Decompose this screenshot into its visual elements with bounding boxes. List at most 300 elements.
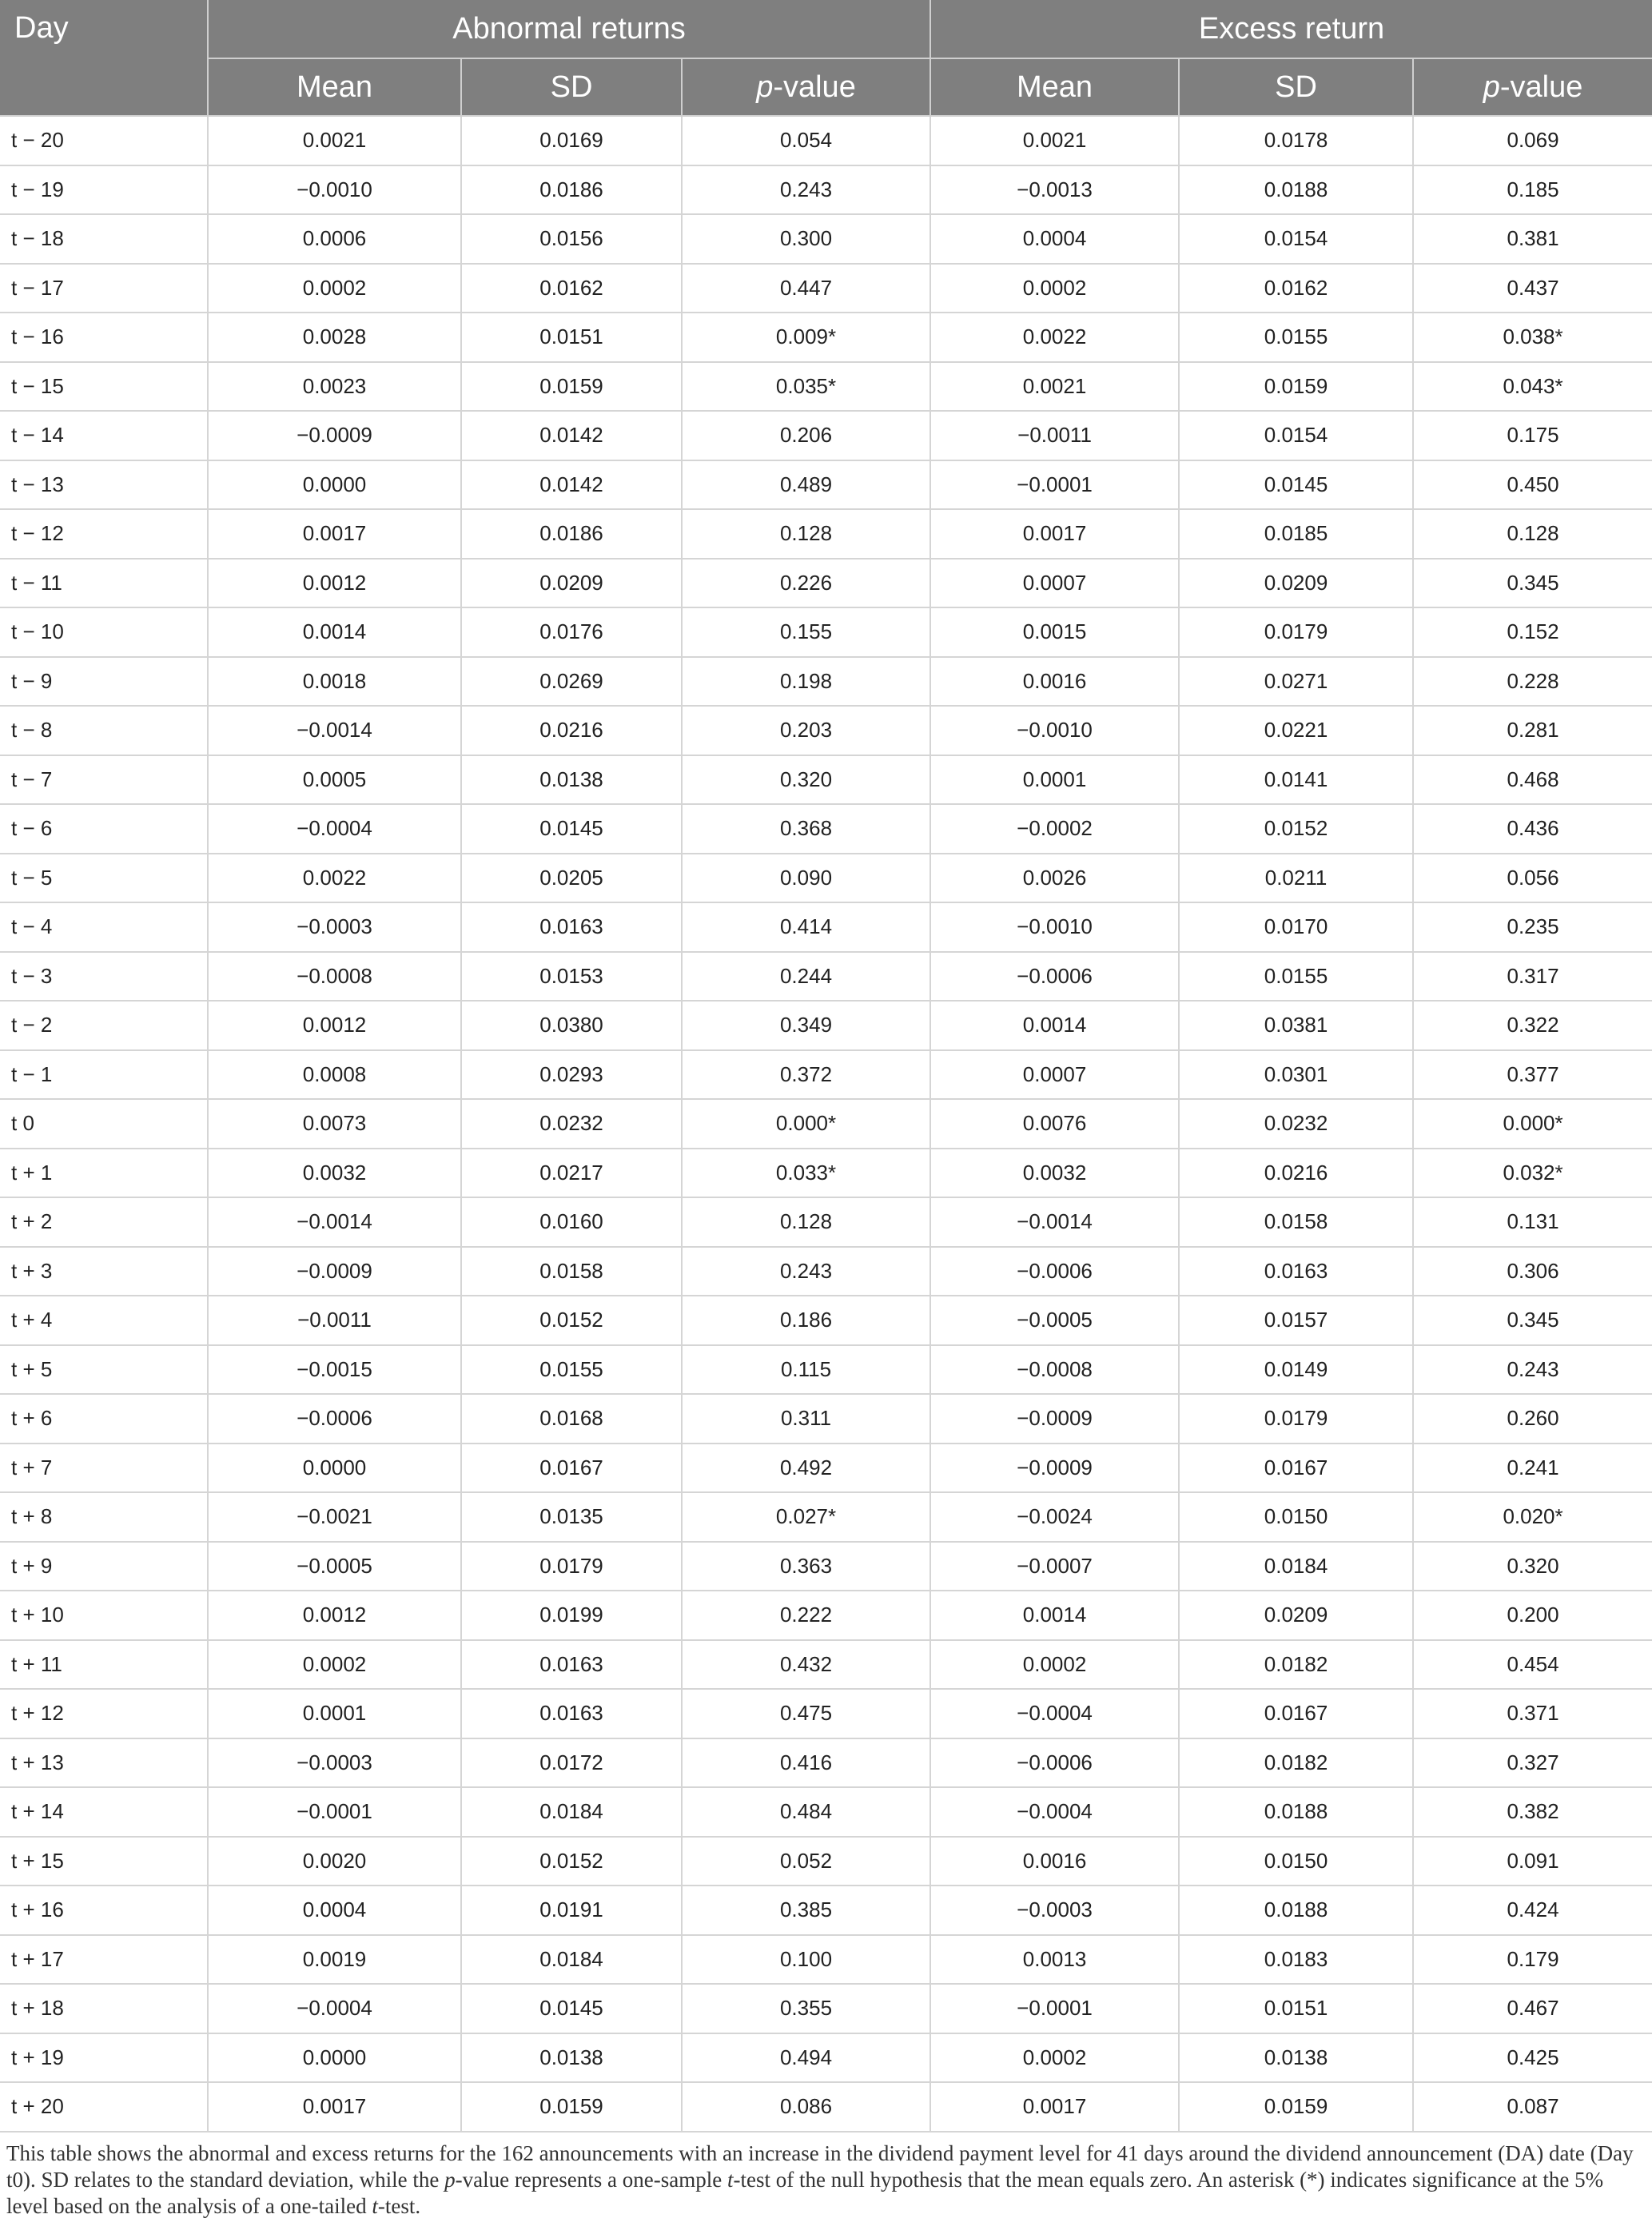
footnote-text-1: This table shows the abnormal and excess returns for the 162 announcements with an increase in the dividend payment level for 41 days around the dividend announcement (DA) date (Day t0). SD relates to the standard deviation, while the	[6, 2140, 1634, 2192]
footnote-text-3: -test of the null hypothesis that the mean equals zero. An asterisk (*) indicates significance at the 5% level based on the analysis of a one-tailed	[6, 2167, 1604, 2218]
excess-mean-cell: 0.0014	[930, 1591, 1179, 1640]
table-row	[0, 1787, 1652, 1837]
excess-sd-cell: 0.0211	[1179, 854, 1413, 903]
excess-mean-cell: −0.0001	[930, 1984, 1179, 2033]
excess-p-value-cell: 0.320	[1413, 1542, 1652, 1591]
excess-mean-cell: 0.0007	[930, 1050, 1179, 1100]
abnormal-sd-cell: 0.0152	[461, 1296, 682, 1345]
excess-p-value-cell: 0.345	[1413, 1296, 1652, 1345]
day-cell: t + 7	[0, 1444, 208, 1493]
abnormal-sd-cell: 0.0163	[461, 1640, 682, 1690]
abnormal-sd-cell: 0.0151	[461, 313, 682, 362]
table-row	[0, 411, 1652, 460]
p-suffix: -value	[773, 70, 856, 104]
abnormal-mean-cell: 0.0018	[208, 657, 461, 707]
table-row	[0, 1542, 1652, 1591]
abnormal-mean-cell: −0.0008	[208, 952, 461, 1002]
abnormal-p-value-cell: 0.372	[682, 1050, 930, 1100]
excess-mean-cell: −0.0006	[930, 1247, 1179, 1296]
abnormal-mean-cell: 0.0028	[208, 313, 461, 362]
excess-mean-cell: 0.0001	[930, 755, 1179, 805]
abnormal-p-value-cell: 0.115	[682, 1345, 930, 1395]
excess-mean-cell: 0.0002	[930, 264, 1179, 313]
table-row	[0, 1149, 1652, 1198]
excess-sd-cell: 0.0163	[1179, 1247, 1413, 1296]
footnote-t-italic: t	[726, 2167, 734, 2192]
abnormal-sd-cell: 0.0216	[461, 706, 682, 755]
abnormal-mean-cell: −0.0011	[208, 1296, 461, 1345]
table-row	[0, 1738, 1652, 1788]
day-cell: t + 14	[0, 1787, 208, 1837]
table-header	[0, 0, 1652, 116]
abnormal-mean-cell: −0.0015	[208, 1345, 461, 1395]
excess-sd-cell: 0.0179	[1179, 1394, 1413, 1444]
day-cell: t + 11	[0, 1640, 208, 1690]
excess-p-value-cell: 0.425	[1413, 2033, 1652, 2083]
excess-p-value-cell: 0.235	[1413, 902, 1652, 952]
excess-p-value-cell: 0.128	[1413, 509, 1652, 559]
abnormal-p-value-cell: 0.244	[682, 952, 930, 1002]
day-cell: t + 9	[0, 1542, 208, 1591]
table-footnote	[0, 2132, 1645, 2220]
abnormal-mean-cell: 0.0022	[208, 854, 461, 903]
abnormal-p-value-cell: 0.128	[682, 1197, 930, 1247]
excess-sd-cell: 0.0162	[1179, 264, 1413, 313]
excess-p-value-cell: 0.131	[1413, 1197, 1652, 1247]
abnormal-sd-cell: 0.0217	[461, 1149, 682, 1198]
abnormal-p-value-cell: 0.186	[682, 1296, 930, 1345]
excess-sd-cell: 0.0183	[1179, 1935, 1413, 1985]
abnormal-p-value-cell: 0.432	[682, 1640, 930, 1690]
abnormal-mean-cell: −0.0009	[208, 411, 461, 460]
excess-sd-cell: 0.0184	[1179, 1542, 1413, 1591]
abnormal-sd-cell: 0.0145	[461, 804, 682, 854]
excess-mean-cell: −0.0009	[930, 1444, 1179, 1493]
day-cell: t − 12	[0, 509, 208, 559]
header-excess-p-value	[1413, 58, 1652, 116]
abnormal-mean-cell: 0.0002	[208, 1640, 461, 1690]
table-row	[0, 1935, 1652, 1985]
abnormal-sd-cell: 0.0186	[461, 509, 682, 559]
abnormal-p-value-cell: 0.363	[682, 1542, 930, 1591]
abnormal-p-value-cell: 0.086	[682, 2082, 930, 2132]
excess-sd-cell: 0.0159	[1179, 2082, 1413, 2132]
abnormal-sd-cell: 0.0159	[461, 362, 682, 412]
abnormal-p-value-cell: 0.447	[682, 264, 930, 313]
excess-mean-cell: 0.0016	[930, 657, 1179, 707]
excess-p-value-cell: 0.056	[1413, 854, 1652, 903]
excess-sd-cell: 0.0178	[1179, 116, 1413, 165]
day-cell: t + 5	[0, 1345, 208, 1395]
table-row	[0, 1394, 1652, 1444]
abnormal-mean-cell: 0.0017	[208, 509, 461, 559]
excess-p-value-cell: 0.424	[1413, 1886, 1652, 1935]
footnote-p-italic: p	[444, 2167, 456, 2192]
day-cell: t − 19	[0, 165, 208, 215]
abnormal-mean-cell: −0.0004	[208, 1984, 461, 2033]
header-abnormal-sd: SD	[461, 58, 682, 116]
excess-sd-cell: 0.0155	[1179, 952, 1413, 1002]
abnormal-p-value-cell: 0.090	[682, 854, 930, 903]
abnormal-sd-cell: 0.0159	[461, 2082, 682, 2132]
abnormal-p-value-cell: 0.355	[682, 1984, 930, 2033]
excess-mean-cell: −0.0006	[930, 952, 1179, 1002]
abnormal-mean-cell: 0.0008	[208, 1050, 461, 1100]
abnormal-p-value-cell: 0.035*	[682, 362, 930, 412]
abnormal-mean-cell: −0.0005	[208, 1542, 461, 1591]
day-cell: t + 20	[0, 2082, 208, 2132]
abnormal-p-value-cell: 0.243	[682, 165, 930, 215]
abnormal-p-value-cell: 0.300	[682, 214, 930, 264]
day-cell: t − 1	[0, 1050, 208, 1100]
table-row	[0, 952, 1652, 1002]
table-row	[0, 657, 1652, 707]
excess-p-value-cell: 0.381	[1413, 214, 1652, 264]
excess-sd-cell: 0.0188	[1179, 1787, 1413, 1837]
day-cell: t + 17	[0, 1935, 208, 1985]
day-cell: t + 4	[0, 1296, 208, 1345]
abnormal-mean-cell: 0.0023	[208, 362, 461, 412]
excess-sd-cell: 0.0301	[1179, 1050, 1413, 1100]
table-row	[0, 2033, 1652, 2083]
excess-p-value-cell: 0.179	[1413, 1935, 1652, 1985]
excess-sd-cell: 0.0150	[1179, 1837, 1413, 1886]
excess-sd-cell: 0.0182	[1179, 1640, 1413, 1690]
excess-sd-cell: 0.0151	[1179, 1984, 1413, 2033]
abnormal-mean-cell: 0.0002	[208, 264, 461, 313]
excess-sd-cell: 0.0167	[1179, 1444, 1413, 1493]
excess-mean-cell: −0.0007	[930, 1542, 1179, 1591]
day-cell: t − 2	[0, 1001, 208, 1050]
table-row	[0, 1099, 1652, 1149]
excess-p-value-cell: 0.091	[1413, 1837, 1652, 1886]
day-cell: t + 13	[0, 1738, 208, 1788]
abnormal-p-value-cell: 0.054	[682, 116, 930, 165]
day-cell: t + 8	[0, 1492, 208, 1542]
excess-sd-cell: 0.0381	[1179, 1001, 1413, 1050]
abnormal-mean-cell: −0.0009	[208, 1247, 461, 1296]
day-cell: t − 9	[0, 657, 208, 707]
abnormal-p-value-cell: 0.492	[682, 1444, 930, 1493]
table-row	[0, 1640, 1652, 1690]
excess-sd-cell: 0.0150	[1179, 1492, 1413, 1542]
abnormal-sd-cell: 0.0145	[461, 1984, 682, 2033]
excess-sd-cell: 0.0141	[1179, 755, 1413, 805]
abnormal-p-value-cell: 0.416	[682, 1738, 930, 1788]
abnormal-sd-cell: 0.0142	[461, 411, 682, 460]
excess-sd-cell: 0.0188	[1179, 165, 1413, 215]
abnormal-p-value-cell: 0.206	[682, 411, 930, 460]
day-cell: t + 16	[0, 1886, 208, 1935]
excess-sd-cell: 0.0159	[1179, 362, 1413, 412]
excess-p-value-cell: 0.322	[1413, 1001, 1652, 1050]
excess-mean-cell: 0.0076	[930, 1099, 1179, 1149]
abnormal-p-value-cell: 0.155	[682, 607, 930, 657]
excess-mean-cell: −0.0013	[930, 165, 1179, 215]
abnormal-mean-cell: 0.0012	[208, 559, 461, 608]
table-row	[0, 804, 1652, 854]
abnormal-p-value-cell: 0.349	[682, 1001, 930, 1050]
abnormal-p-value-cell: 0.052	[682, 1837, 930, 1886]
table-row	[0, 902, 1652, 952]
excess-p-value-cell: 0.020*	[1413, 1492, 1652, 1542]
excess-mean-cell: 0.0016	[930, 1837, 1179, 1886]
excess-sd-cell: 0.0154	[1179, 411, 1413, 460]
abnormal-sd-cell: 0.0167	[461, 1444, 682, 1493]
abnormal-p-value-cell: 0.100	[682, 1935, 930, 1985]
table-row	[0, 362, 1652, 412]
excess-p-value-cell: 0.371	[1413, 1689, 1652, 1738]
abnormal-mean-cell: −0.0004	[208, 804, 461, 854]
abnormal-sd-cell: 0.0135	[461, 1492, 682, 1542]
abnormal-mean-cell: 0.0000	[208, 1444, 461, 1493]
excess-p-value-cell: 0.467	[1413, 1984, 1652, 2033]
excess-sd-cell: 0.0182	[1179, 1738, 1413, 1788]
abnormal-sd-cell: 0.0380	[461, 1001, 682, 1050]
excess-p-value-cell: 0.175	[1413, 411, 1652, 460]
abnormal-sd-cell: 0.0184	[461, 1935, 682, 1985]
excess-sd-cell: 0.0158	[1179, 1197, 1413, 1247]
abnormal-mean-cell: 0.0004	[208, 1886, 461, 1935]
excess-p-value-cell: 0.436	[1413, 804, 1652, 854]
abnormal-p-value-cell: 0.243	[682, 1247, 930, 1296]
abnormal-sd-cell: 0.0138	[461, 2033, 682, 2083]
header-abnormal-mean: Mean	[208, 58, 461, 116]
table-row	[0, 1837, 1652, 1886]
table-row	[0, 854, 1652, 903]
excess-p-value-cell: 0.377	[1413, 1050, 1652, 1100]
table-row	[0, 165, 1652, 215]
table-row	[0, 559, 1652, 608]
excess-sd-cell: 0.0145	[1179, 460, 1413, 510]
table-row	[0, 1444, 1652, 1493]
excess-p-value-cell: 0.152	[1413, 607, 1652, 657]
excess-p-value-cell: 0.306	[1413, 1247, 1652, 1296]
abnormal-mean-cell: 0.0005	[208, 755, 461, 805]
abnormal-mean-cell: 0.0073	[208, 1099, 461, 1149]
excess-mean-cell: −0.0003	[930, 1886, 1179, 1935]
excess-mean-cell: −0.0004	[930, 1787, 1179, 1837]
day-cell: t − 20	[0, 116, 208, 165]
day-cell: t − 6	[0, 804, 208, 854]
day-cell: t − 5	[0, 854, 208, 903]
abnormal-sd-cell: 0.0153	[461, 952, 682, 1002]
day-cell: t − 16	[0, 313, 208, 362]
abnormal-sd-cell: 0.0205	[461, 854, 682, 903]
excess-sd-cell: 0.0271	[1179, 657, 1413, 707]
abnormal-p-value-cell: 0.226	[682, 559, 930, 608]
excess-mean-cell: −0.0011	[930, 411, 1179, 460]
footnote-t-italic-2: t	[372, 2193, 378, 2218]
abnormal-p-value-cell: 0.385	[682, 1886, 930, 1935]
header-group-excess-return: Excess return	[930, 0, 1652, 58]
table-row	[0, 214, 1652, 264]
excess-mean-cell: −0.0006	[930, 1738, 1179, 1788]
table-row	[0, 1296, 1652, 1345]
table-row	[0, 264, 1652, 313]
excess-p-value-cell: 0.087	[1413, 2082, 1652, 2132]
day-cell: t + 15	[0, 1837, 208, 1886]
footnote-text-2: -value represents a one-sample	[455, 2167, 727, 2192]
abnormal-mean-cell: 0.0019	[208, 1935, 461, 1985]
header-excess-sd: SD	[1179, 58, 1413, 116]
abnormal-p-value-cell: 0.128	[682, 509, 930, 559]
excess-p-value-cell: 0.468	[1413, 755, 1652, 805]
excess-mean-cell: 0.0021	[930, 116, 1179, 165]
abnormal-p-value-cell: 0.027*	[682, 1492, 930, 1542]
excess-mean-cell: 0.0032	[930, 1149, 1179, 1198]
excess-mean-cell: 0.0015	[930, 607, 1179, 657]
abnormal-p-value-cell: 0.475	[682, 1689, 930, 1738]
excess-p-value-cell: 0.000*	[1413, 1099, 1652, 1149]
abnormal-p-value-cell: 0.489	[682, 460, 930, 510]
table-row	[0, 755, 1652, 805]
excess-p-value-cell: 0.241	[1413, 1444, 1652, 1493]
excess-mean-cell: −0.0010	[930, 706, 1179, 755]
abnormal-sd-cell: 0.0168	[461, 1394, 682, 1444]
excess-mean-cell: −0.0001	[930, 460, 1179, 510]
excess-mean-cell: 0.0002	[930, 2033, 1179, 2083]
abnormal-p-value-cell: 0.311	[682, 1394, 930, 1444]
table-row	[0, 1886, 1652, 1935]
excess-sd-cell: 0.0170	[1179, 902, 1413, 952]
abnormal-sd-cell: 0.0138	[461, 755, 682, 805]
abnormal-sd-cell: 0.0199	[461, 1591, 682, 1640]
header-abnormal-p-value	[682, 58, 930, 116]
abnormal-p-value-cell: 0.203	[682, 706, 930, 755]
abnormal-sd-cell: 0.0186	[461, 165, 682, 215]
abnormal-sd-cell: 0.0155	[461, 1345, 682, 1395]
abnormal-mean-cell: −0.0003	[208, 1738, 461, 1788]
excess-mean-cell: −0.0002	[930, 804, 1179, 854]
abnormal-p-value-cell: 0.494	[682, 2033, 930, 2083]
excess-p-value-cell: 0.281	[1413, 706, 1652, 755]
day-cell: t − 10	[0, 607, 208, 657]
footnote-text-4: -test.	[377, 2193, 421, 2218]
excess-sd-cell: 0.0157	[1179, 1296, 1413, 1345]
day-cell: t + 6	[0, 1394, 208, 1444]
abnormal-mean-cell: −0.0006	[208, 1394, 461, 1444]
day-cell: t − 7	[0, 755, 208, 805]
abnormal-p-value-cell: 0.368	[682, 804, 930, 854]
p-suffix: -value	[1499, 70, 1583, 104]
excess-sd-cell: 0.0185	[1179, 509, 1413, 559]
day-cell: t + 3	[0, 1247, 208, 1296]
excess-p-value-cell: 0.382	[1413, 1787, 1652, 1837]
excess-p-value-cell: 0.437	[1413, 264, 1652, 313]
excess-sd-cell: 0.0232	[1179, 1099, 1413, 1149]
day-cell: t − 11	[0, 559, 208, 608]
header-group-abnormal-returns: Abnormal returns	[208, 0, 930, 58]
abnormal-mean-cell: 0.0017	[208, 2082, 461, 2132]
abnormal-mean-cell: −0.0003	[208, 902, 461, 952]
day-cell: t + 1	[0, 1149, 208, 1198]
header-day: Day	[0, 0, 208, 116]
day-cell: t 0	[0, 1099, 208, 1149]
excess-sd-cell: 0.0209	[1179, 1591, 1413, 1640]
day-cell: t + 12	[0, 1689, 208, 1738]
day-cell: t − 15	[0, 362, 208, 412]
excess-p-value-cell: 0.345	[1413, 559, 1652, 608]
abnormal-mean-cell: 0.0001	[208, 1689, 461, 1738]
excess-p-value-cell: 0.317	[1413, 952, 1652, 1002]
abnormal-mean-cell: 0.0000	[208, 2033, 461, 2083]
excess-mean-cell: 0.0002	[930, 1640, 1179, 1690]
table-row	[0, 1247, 1652, 1296]
abnormal-p-value-cell: 0.198	[682, 657, 930, 707]
excess-mean-cell: 0.0014	[930, 1001, 1179, 1050]
abnormal-sd-cell: 0.0162	[461, 264, 682, 313]
table-row	[0, 313, 1652, 362]
abnormal-sd-cell: 0.0158	[461, 1247, 682, 1296]
excess-p-value-cell: 0.450	[1413, 460, 1652, 510]
abnormal-mean-cell: 0.0014	[208, 607, 461, 657]
abnormal-mean-cell: 0.0006	[208, 214, 461, 264]
table-row	[0, 460, 1652, 510]
table-row	[0, 1197, 1652, 1247]
excess-p-value-cell: 0.454	[1413, 1640, 1652, 1690]
abnormal-mean-cell: −0.0014	[208, 706, 461, 755]
abnormal-sd-cell: 0.0169	[461, 116, 682, 165]
day-cell: t − 3	[0, 952, 208, 1002]
excess-mean-cell: −0.0005	[930, 1296, 1179, 1345]
abnormal-p-value-cell: 0.000*	[682, 1099, 930, 1149]
excess-mean-cell: 0.0013	[930, 1935, 1179, 1985]
abnormal-sd-cell: 0.0269	[461, 657, 682, 707]
excess-p-value-cell: 0.185	[1413, 165, 1652, 215]
excess-mean-cell: 0.0017	[930, 509, 1179, 559]
abnormal-sd-cell: 0.0163	[461, 902, 682, 952]
day-cell: t − 13	[0, 460, 208, 510]
excess-p-value-cell: 0.260	[1413, 1394, 1652, 1444]
excess-p-value-cell: 0.200	[1413, 1591, 1652, 1640]
p-italic: p	[756, 70, 774, 104]
excess-mean-cell: −0.0004	[930, 1689, 1179, 1738]
excess-sd-cell: 0.0216	[1179, 1149, 1413, 1198]
table-row	[0, 1984, 1652, 2033]
abnormal-sd-cell: 0.0160	[461, 1197, 682, 1247]
excess-sd-cell: 0.0152	[1179, 804, 1413, 854]
day-cell: t − 4	[0, 902, 208, 952]
excess-p-value-cell: 0.032*	[1413, 1149, 1652, 1198]
abnormal-p-value-cell: 0.320	[682, 755, 930, 805]
excess-mean-cell: −0.0024	[930, 1492, 1179, 1542]
table-row	[0, 607, 1652, 657]
excess-mean-cell: −0.0010	[930, 902, 1179, 952]
abnormal-sd-cell: 0.0142	[461, 460, 682, 510]
abnormal-p-value-cell: 0.484	[682, 1787, 930, 1837]
abnormal-sd-cell: 0.0163	[461, 1689, 682, 1738]
abnormal-sd-cell: 0.0172	[461, 1738, 682, 1788]
excess-mean-cell: −0.0009	[930, 1394, 1179, 1444]
excess-mean-cell: −0.0014	[930, 1197, 1179, 1247]
abnormal-sd-cell: 0.0179	[461, 1542, 682, 1591]
day-cell: t − 18	[0, 214, 208, 264]
day-cell: t + 10	[0, 1591, 208, 1640]
abnormal-mean-cell: −0.0010	[208, 165, 461, 215]
excess-p-value-cell: 0.228	[1413, 657, 1652, 707]
day-cell: t + 19	[0, 2033, 208, 2083]
excess-mean-cell: 0.0021	[930, 362, 1179, 412]
table-body	[0, 116, 1652, 2132]
abnormal-sd-cell: 0.0184	[461, 1787, 682, 1837]
abnormal-p-value-cell: 0.009*	[682, 313, 930, 362]
excess-mean-cell: 0.0026	[930, 854, 1179, 903]
abnormal-sd-cell: 0.0191	[461, 1886, 682, 1935]
table-row	[0, 1050, 1652, 1100]
excess-sd-cell: 0.0138	[1179, 2033, 1413, 2083]
excess-p-value-cell: 0.038*	[1413, 313, 1652, 362]
